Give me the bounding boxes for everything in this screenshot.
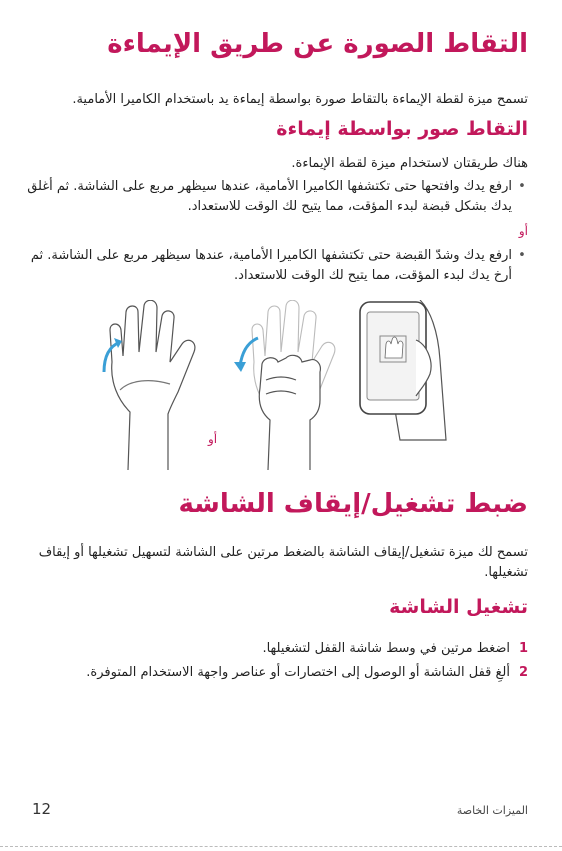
step-one <box>24 639 528 659</box>
footer-chapter-label: الميزات الخاصة <box>456 804 528 817</box>
fist-to-open-hand-icon <box>110 300 195 470</box>
bullet-dot: • <box>518 248 526 263</box>
arrow-head-icon <box>234 362 246 372</box>
or-separator: أو <box>518 224 528 238</box>
step-number: 1 <box>518 641 528 656</box>
knock-on-intro: تسمح لك ميزة تشغيل/إيقاف الشاشة بالضغط مرتين على الشاشة لتسهيل تشغيلها أو إيقاف تشغيلها. <box>38 545 528 581</box>
gesture-shot-intro: تسمح ميزة لقطة الإيماءة بالتقاط صورة بواسطة إيماءة يد باستخدام الكاميرا الأمامية. <box>72 92 528 107</box>
arrow-down-icon <box>240 338 258 366</box>
bullet-dot: • <box>518 179 526 194</box>
method-one-text: ارفع يدك وافتحها حتى تكتشفها الكاميرا الأمامية، عندها سيظهر مربع على الشاشة. ثم أغلق يدك بشكل قبضة لبدء المؤقت، مما يتيح لك الوقت للاستعداد. <box>27 179 512 215</box>
method-one-item <box>24 177 528 217</box>
gesture-illustration <box>90 300 470 470</box>
page-number: 12 <box>32 800 52 818</box>
methods-intro: هناك طريقتان لاستخدام ميزة لقطة الإيماءة. <box>291 156 528 171</box>
page-edge-divider <box>0 846 562 847</box>
step-text: اضغط مرتين في وسط شاشة القفل لتشغيلها. <box>262 641 510 656</box>
illustration-or-label: أو <box>208 432 218 446</box>
method-two-text: ارفع يدك وشدّ القبضة حتى تكتشفها الكاميرا الأمامية، عندها سيظهر مربع على الشاشة. ثم أرخ يدك لبدء المؤقت، مما يتيح لك الوقت للاستعداد. <box>30 248 512 284</box>
step-two <box>24 663 528 683</box>
section-title-gesture-shot: التقاط الصورة عن طريق الإيماءة <box>107 29 528 59</box>
phone-in-hand-icon <box>360 300 446 440</box>
subsection-title-turn-on-screen: تشغيل الشاشة <box>389 596 528 618</box>
subsection-title-take-photos: التقاط صور بواسطة إيماءة <box>276 118 528 140</box>
step-number: 2 <box>518 665 528 680</box>
step-text: ألغِ قفل الشاشة أو الوصول إلى اختصارات أو عناصر واجهة الاستخدام المتوفرة. <box>86 665 510 680</box>
section-title-knock-on: ضبط تشغيل/إيقاف الشاشة <box>178 489 528 519</box>
method-two-item <box>24 246 528 286</box>
closed-fist-icon <box>259 355 320 470</box>
